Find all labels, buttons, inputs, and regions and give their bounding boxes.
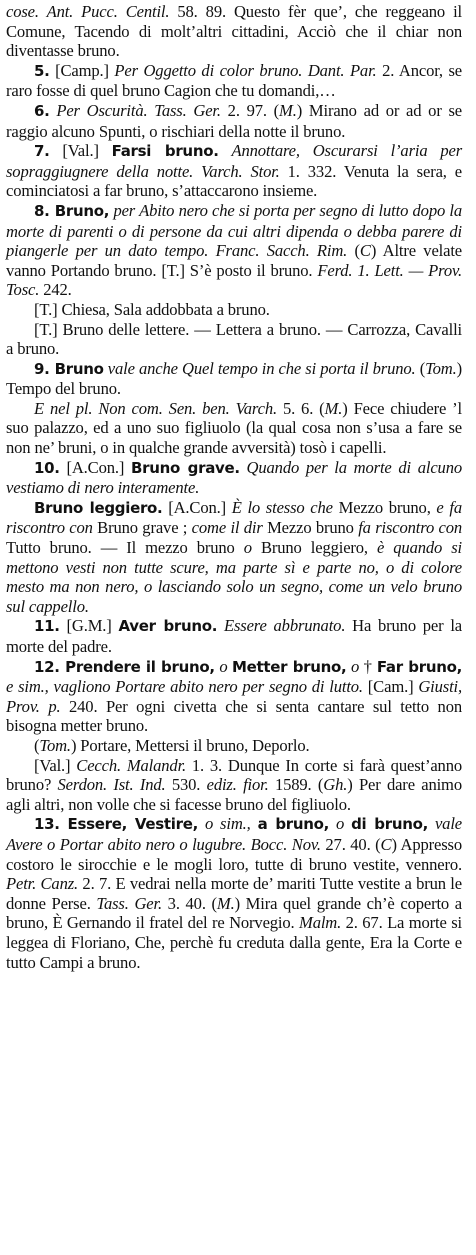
entry-sense-12-sub-2: [Val.] Cecch. Malandr. 1. 3. Dunque In corte si farà quest’anno bruno? Serdon. Ist. Ind. 530. ediz. fior. 1589. (Gh.) Per dare animo agli altri, non volle che si facesse bruno del figliuolo. [6, 755, 462, 814]
entry-sense-10: 10. [A.Con.] Bruno grave. Quando per la morte di alcuno vestiamo di nero interamente. [6, 457, 463, 498]
entry-sense-12-sub-1: (Tom.) Portare, Mettersi il bruno, Deporlo. [34, 735, 310, 755]
entry-sense-5: 5. [Camp.] Per Oggetto di color bruno. Dant. Par. 2. Ancor, se raro fosse di quel bruno Cagion che tu domandi,… [6, 60, 462, 101]
entry-sense-6: 6. Per Oscurità. Tass. Ger. 2. 97. (M.) Mirano ad or ad or se raggio alcuno Spunti, o rischiari della notte il bruno. [6, 100, 463, 141]
entry-sense-9: 9. Bruno vale anche Quel tempo in che si porta il bruno. (Tom.) Tempo del bruno. [6, 358, 463, 399]
entry-sense-12: 12. Prendere il bruno, o Metter bruno, o † Far bruno, e sim., vagliono Portare abito nero per segno di lutto. [Cam.] Giusti, Prov. p. 240. Per ogni civetta che si senta cantare sul tetto non bisogna metter bruno. [6, 656, 463, 736]
entry-sense-11: 11. [G.M.] Aver bruno. Essere abbrunato. Ha bruno per la morte del padre. [6, 616, 463, 656]
entry-sense-7: 7. [Val.] Farsi bruno. Annottare, Oscurarsi l’aria per sopraggiugnere della notte. Varch. Stor. 1. 332. Venuta la sera, e cominciatosi a far bruno, s’attaccarono insieme. [6, 141, 463, 201]
entry-continuation: cose. Ant. Pucc. Centil. 58. 89. Questo fèr que’, che reggeano il Comune, Tacendo di molt’altri cittadini, Acciò che il chiar non diventasse bruno. [6, 2, 462, 61]
entry-sense-9-sub: E nel pl. Non com. Sen. ben. Varch. 5. 6. (M.) Fece chiudere ’l suo palazzo, ed a uno suo figliuolo (la qual cosa non s’usa a fare se non ne’ bruni, o in qualche grande avversità) tosò i capelli. [6, 398, 462, 458]
entry-sense-8-sub-2: [T.] Bruno delle lettere. — Lettera a bruno. — Carrozza, Cavalli a bruno. [6, 319, 462, 359]
entry-sense-13: 13. Essere, Vestire, o sim., a bruno, o di bruno, vale Avere o Portar abito nero o lugubre. Bocc. Nov. 27. 40. (C) Appresso costoro le sirocchie e le mogli loro, tutte di bruno vestite, vennero. Petr. Canz. 2. 7. E vedrai nella morte de’ mariti Tutte vestite a brun le donne Perse. Tass. Ger. 3. 40. (M.) Mira quel grande ch’è coperto a bruno, È Gernando il fratel del re Norvegio. Malm. 2. 67. La morte si leggea di Floriano, Che, perchè fu creduta dalla gente, Era la Corte e tutto Campi a bruno. [6, 814, 463, 972]
entry-sense-10-sub: Bruno leggiero. [A.Con.] È lo stesso che Mezzo bruno, e fa riscontro con Bruno grave ; come il dir Mezzo bruno fa riscontro con Tutto bruno. — Il mezzo bruno o Bruno leggiero, è quando si mettono vesti non tutte scure, ma parte sì e parte no, o di colore mesto ma non nero, o lasciando solo un segno, come un velo bruno sul cappello. [6, 497, 462, 616]
entry-sense-8: 8. Bruno, per Abito nero che si porta per segno di lutto dopo la morte di parenti o di persone da cui altri dipenda o debba parere di piangerle per un dato tempo. Franc. Sacch. Rim. (C) Altre velate vanno Portando bruno. [T.] S’è posto il bruno. Ferd. 1. Lett. — Prov. Tosc. 242. [6, 200, 463, 300]
entry-sense-8-sub-1: [T.] Chiesa, Sala addobbata a bruno. [34, 299, 270, 319]
